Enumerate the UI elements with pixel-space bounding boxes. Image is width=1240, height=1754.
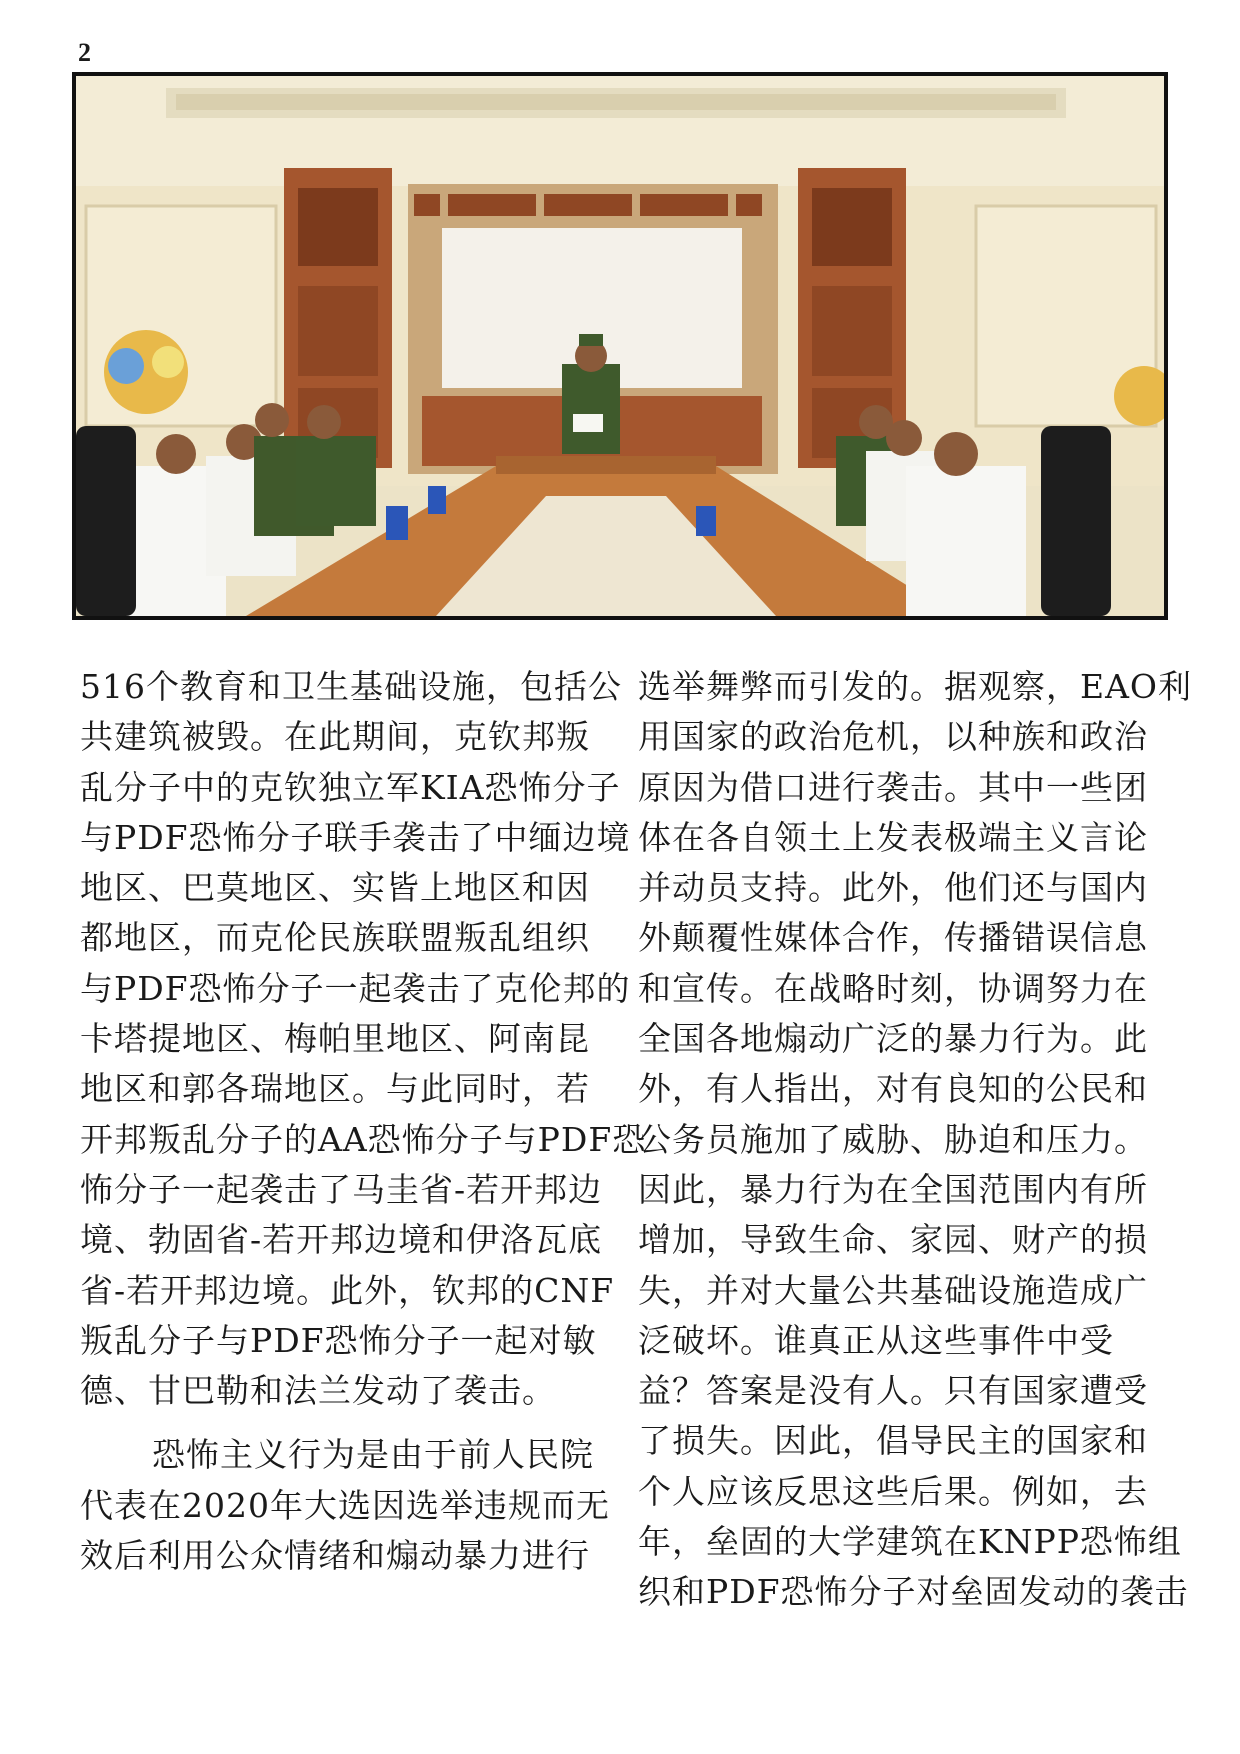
text-line: 乱分子中的克钦独立军KIA恐怖分子 [80,767,621,807]
meeting-photo-illustration [76,76,1164,616]
left-column [80,662,647,1581]
text-line: 地区和郭各瑞地区。与此同时，若 [80,1069,590,1109]
text-line: 地区、巴莫地区、实皆上地区和因 [80,868,590,908]
text-line: 了损失。因此，倡导民主的国家和 [638,1421,1148,1461]
text-line: 泛破坏。谁真正从这些事件中受 [638,1320,1114,1360]
text-line: 失，并对大量公共基础设施造成广 [638,1270,1148,1310]
text-line: 境、勃固省-若开邦边境和伊洛瓦底 [80,1220,603,1260]
text-line: 益？答案是没有人。只有国家遭受 [638,1371,1148,1411]
paragraph-2 [80,1430,610,1581]
text-line: 516个教育和卫生基础设施，包括公 [80,667,622,706]
text-line: 个人应该反思这些后果。例如，去 [638,1471,1148,1511]
text-line: 与PDF恐怖分子一起袭击了克伦邦的 [80,968,631,1008]
text-line: 开邦叛乱分子的AA恐怖分子与PDF恐 [80,1119,647,1159]
text-line: 用国家的政治危机，以种族和政治 [638,717,1148,757]
text-line: 共建筑被毁。在此期间，克钦邦叛 [80,717,590,757]
right-column [638,662,1192,1618]
text-line: 和宣传。在战略时刻，协调努力在 [638,968,1148,1008]
page-number: 2 [78,38,91,67]
text-line: 全国各地煽动广泛的暴力行为。此 [638,1019,1148,1059]
text-line: 因此，暴力行为在全国范围内有所 [638,1169,1148,1209]
paragraph-1 [80,662,647,1416]
text-line: 并动员支持。此外，他们还与国内 [638,868,1148,908]
text-line: 德、甘巴勒和法兰发动了袭击。 [80,1371,556,1411]
text-line: 怖分子一起袭击了马圭省-若开邦边 [80,1169,603,1209]
paragraph-spacer [80,1416,600,1430]
text-line: 卡塔提地区、梅帕里地区、阿南昆 [80,1019,590,1059]
text-line: 效后利用公众情绪和煽动暴力进行 [80,1536,590,1576]
text-line: 织和PDF恐怖分子对垒固发动的袭击 [638,1572,1189,1612]
text-line: 选举舞弊而引发的。据观察，EAO利 [638,667,1192,706]
text-line: 原因为借口进行袭击。其中一些团 [638,767,1148,807]
text-line: 叛乱分子与PDF恐怖分子一起对敏 [80,1320,597,1360]
text-line: 与PDF恐怖分子联手袭击了中缅边境 [80,817,631,857]
text-line: 增加，导致生命、家园、财产的损 [638,1220,1148,1260]
text-line: 都地区，而克伦民族联盟叛乱组织 [80,918,590,958]
text-line: 体在各自领土上发表极端主义言论 [638,817,1148,857]
meeting-photo [72,72,1168,620]
text-line: 恐怖主义行为是由于前人民院 [152,1435,594,1475]
text-line: 省-若开邦边境。此外，钦邦的CNF [80,1270,615,1310]
text-line: 代表在2020年大选因选举违规而无 [80,1485,610,1525]
text-line: 外颠覆性媒体合作，传播错误信息 [638,918,1148,958]
text-line: 外，有人指出，对有良知的公民和 [638,1069,1148,1109]
text-line: 公务员施加了威胁、胁迫和压力。 [638,1119,1148,1159]
text-line: 年，垒固的大学建筑在KNPP恐怖组 [638,1522,1182,1562]
